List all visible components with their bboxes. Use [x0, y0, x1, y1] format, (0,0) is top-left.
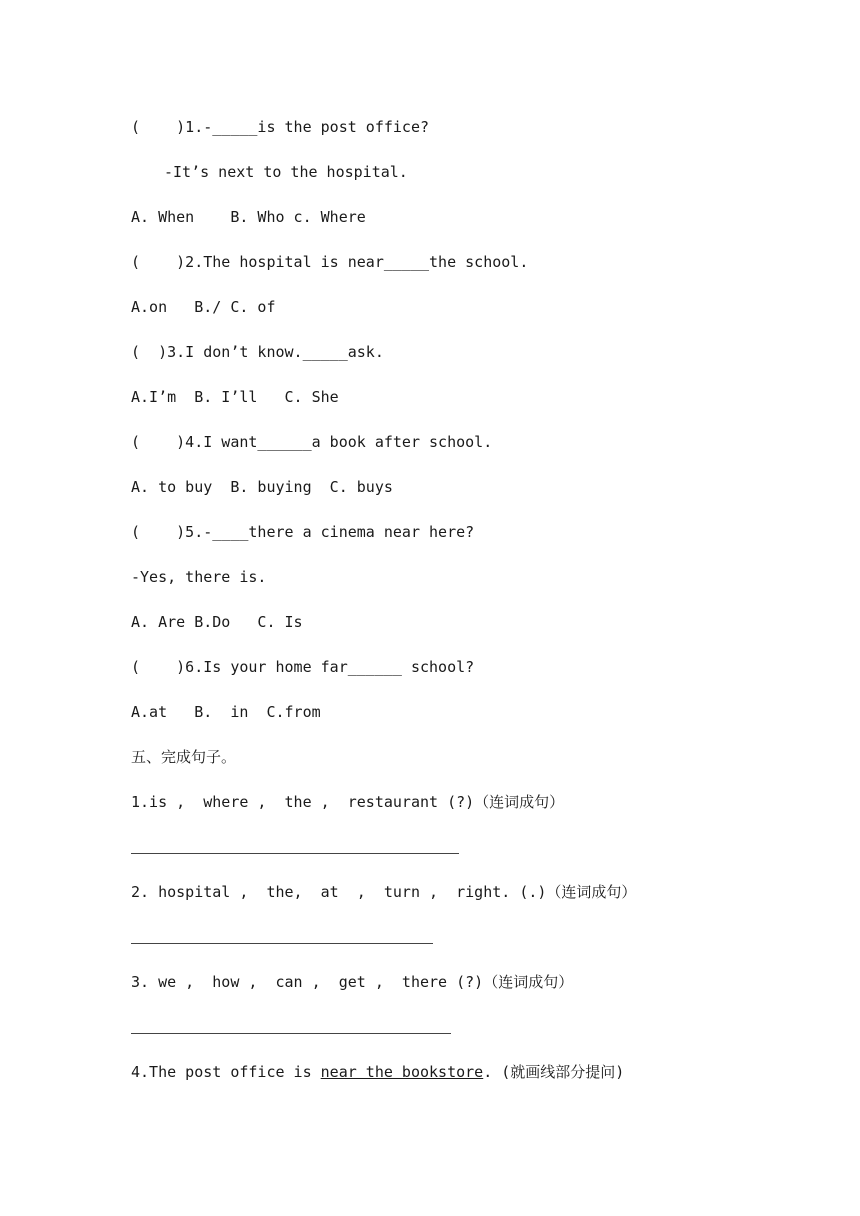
sentence-3-answer-line — [131, 1033, 451, 1034]
question-4-options: A. to buy B. buying C. buys — [131, 478, 393, 496]
question-5-options: A. Are B.Do C. Is — [131, 613, 303, 631]
sentence-4-suffix: . (就画线部分提问) — [483, 1063, 625, 1081]
sentence-2-answer-line — [131, 943, 433, 944]
sentence-1-prompt: 1.is , where , the , restaurant (?)（连词成句） — [131, 793, 565, 811]
sentence-4-prompt — [131, 1062, 624, 1082]
question-3-options: A.I’m B. I’ll C. She — [131, 388, 339, 406]
sentence-4-prefix: 4.The post office is — [131, 1063, 321, 1081]
question-6-options: A.at B. in C.from — [131, 703, 321, 721]
sentence-2-prompt: 2. hospital , the, at , turn , right. (.)（连词成句） — [131, 883, 637, 901]
question-6-stem: ( )6.Is your home far______ school? — [131, 658, 475, 676]
question-5-reply: -Yes, there is. — [131, 568, 267, 586]
question-3-stem: ( )3.I don’t know._____ask. — [131, 343, 384, 361]
question-1-stem: ( )1.-_____is the post office? — [131, 118, 430, 136]
sentence-4-underlined-phrase: near the bookstore — [320, 1063, 484, 1081]
question-2-stem: ( )2.The hospital is near_____the school. — [131, 253, 529, 271]
sentence-1-answer-line — [131, 853, 459, 854]
question-4-stem: ( )4.I want______a book after school. — [131, 433, 493, 451]
question-2-options: A.on B./ C. of — [131, 298, 276, 316]
question-5-stem: ( )5.-____there a cinema near here? — [131, 523, 475, 541]
section-5-heading: 五、完成句子。 — [131, 748, 237, 766]
sentence-3-prompt: 3. we , how , can , get , there (?)（连词成句） — [131, 973, 574, 991]
question-1-options: A. When B. Who c. Where — [131, 208, 366, 226]
question-1-reply: -It’s next to the hospital. — [164, 163, 408, 181]
